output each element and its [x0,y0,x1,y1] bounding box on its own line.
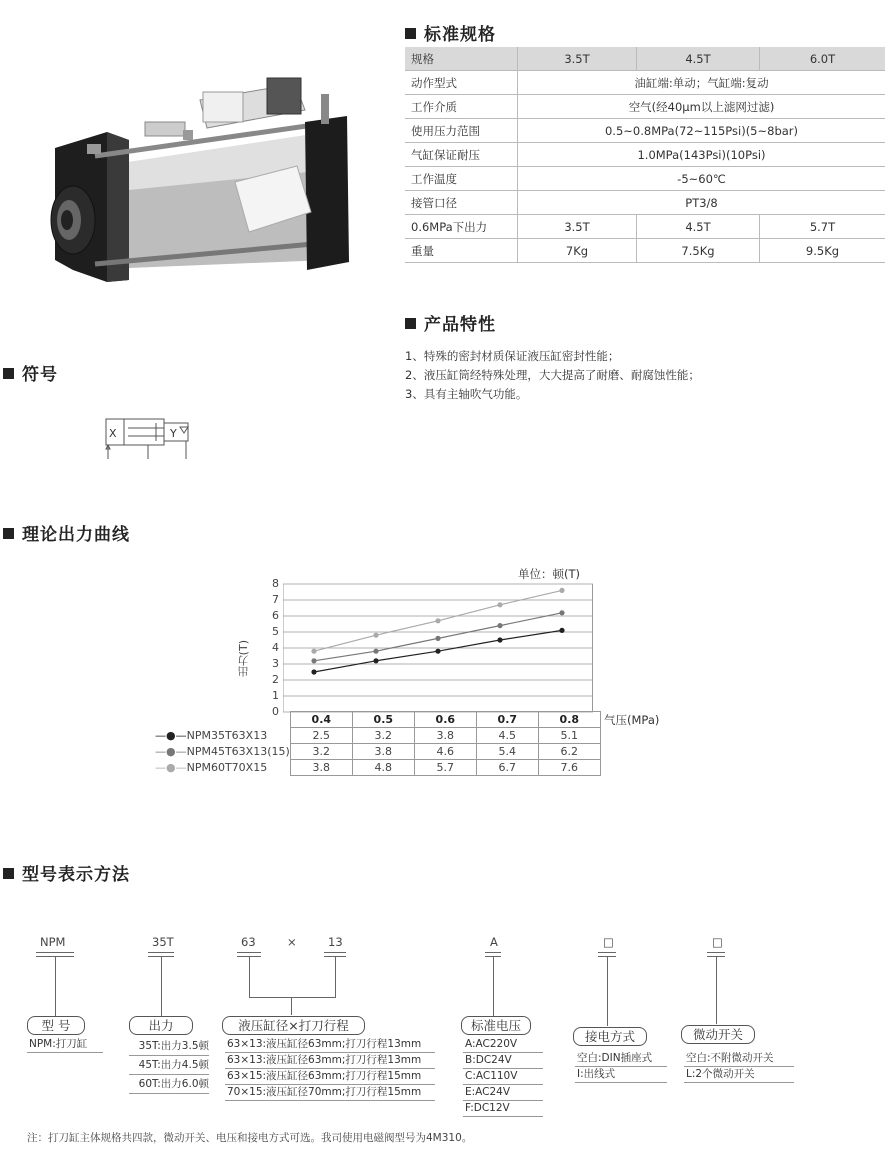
section-bullet-icon [3,868,14,879]
data-label: 2.5 [290,728,352,744]
data-label: 5.4 [476,744,538,760]
model-section-title: 型号表示方法 [3,860,130,885]
spec-cell: 7Kg [518,239,637,263]
connector [335,956,336,998]
data-point [311,649,316,654]
feature-item: 2、液压缸筒经特殊处理，大大提高了耐磨、耐腐蚀性能； [405,368,700,382]
code-box: □ [712,935,723,949]
spec-row-label: 使用压力范围 [405,119,518,143]
spec-header-45t: 4.5T [637,47,760,71]
spec-row-value: 油缸端:单动；气缸端:复动 [518,71,886,95]
spec-cell: 4.5T [637,215,760,239]
data-point [435,618,440,623]
group-box-type [27,1037,103,1053]
code-box: □ [603,935,614,949]
spec-row [405,119,885,143]
option-item: A:AC220V [463,1037,543,1053]
features-section-title: 产品特性 [405,310,496,335]
spec-row [405,71,885,95]
group-title-bore: 液压缸径×打刀行程 [222,1016,365,1035]
option-item: 60T:出力6.0顿 [129,1075,209,1094]
connector [493,956,494,1016]
y-tick-label: 4 [272,641,279,654]
chart-series-row [155,728,600,744]
chart-series-row [155,744,600,760]
data-point [497,637,502,642]
data-label: 3.2 [352,728,414,744]
feature-item: 1、特殊的密封材质保证液压缸密封性能； [405,349,620,363]
spec-header-35t: 3.5T [518,47,637,71]
data-point [435,636,440,641]
symbol-x-label: X [109,427,117,440]
spec-weight-row [405,239,885,263]
spec-row-label: 重量 [405,239,518,263]
option-item: NPM:打刀缸 [27,1037,103,1053]
code-63: 63 [241,935,256,949]
connector [161,956,162,1016]
data-label: 4.6 [414,744,476,760]
data-label: 3.8 [352,744,414,760]
chart-table-corner [155,712,290,728]
spec-cell: 7.5Kg [637,239,760,263]
spec-cell: 9.5Kg [760,239,886,263]
spec-row [405,95,885,119]
legend-label: NPM45T63X13(15) [186,745,290,758]
spec-row [405,167,885,191]
spec-row-value: 1.0MPa(143Psi)(10Psi) [518,143,886,167]
data-point [311,669,316,674]
option-item: B:DC24V [463,1053,543,1069]
section-bullet-icon [3,368,14,379]
spec-row [405,191,885,215]
curve-section-title: 理论出力曲线 [3,520,130,545]
data-point [373,658,378,663]
data-point [559,588,564,593]
chart-unit-label: 单位：顿(T) [518,567,580,581]
option-item: E:AC24V [463,1085,543,1101]
group-title-wiring: 接电方式 [573,1027,647,1046]
group-box-voltage [463,1037,543,1117]
section-bullet-icon [3,528,14,539]
data-point [373,649,378,654]
section-bullet-icon [405,318,416,329]
data-label: 3.8 [290,760,352,776]
option-item: 63×13:液压缸径63mm;打刀行程13mm [225,1037,435,1053]
chart-series-row [155,760,600,776]
symbol-y-label: Y [170,427,177,440]
data-label: 4.8 [352,760,414,776]
data-point [497,602,502,607]
data-label: 7.6 [538,760,600,776]
option-item: 空白:DIN插座式 [575,1051,667,1067]
data-label: 6.2 [538,744,600,760]
option-item: C:AC110V [463,1069,543,1085]
legend-label: NPM60T70X15 [186,761,268,774]
data-label: 6.7 [476,760,538,776]
spec-row-label: 工作温度 [405,167,518,191]
spec-row-value: 0.5~0.8MPa(72~115Psi)(5~8bar) [518,119,886,143]
group-box-wiring [575,1051,667,1083]
y-tick-label: 3 [272,657,279,670]
data-point [311,658,316,663]
y-tick-label: 1 [272,689,279,702]
spec-row-label: 0.6MPa下出力 [405,215,518,239]
chart-x-tick: 0.5 [352,712,414,728]
chart-x-tick: 0.4 [290,712,352,728]
legend-entry: —●—NPM45T63X13(15) [155,745,290,758]
y-tick-label: 7 [272,593,279,606]
option-item: 63×15:液压缸径63mm;打刀行程15mm [225,1069,435,1085]
y-tick-label: 5 [272,625,279,638]
spec-row-value: PT3/8 [518,191,886,215]
connector [291,997,292,1015]
data-point [497,623,502,628]
spec-row-label: 动作型式 [405,71,518,95]
option-item: I:出线式 [575,1067,667,1083]
y-tick-label: 8 [272,577,279,590]
chart-x-tick: 0.8 [538,712,600,728]
code-times: × [287,935,297,949]
spec-cell: 5.7T [760,215,886,239]
section-bullet-icon [405,28,416,39]
chart-ylabel: 出力(T) [237,640,250,678]
spec-header-60t: 6.0T [760,47,886,71]
chart-x-row [155,712,600,728]
connector [607,956,608,1026]
data-label: 4.5 [476,728,538,744]
spec-header-label: 规格 [405,47,518,71]
connector [249,997,336,998]
group-title-output: 出力 [129,1016,193,1035]
footnote: 注：打刀缸主体规格共四款，微动开关、电压和接电方式可选。我司使用电磁阀型号为4M310。 [27,1132,473,1144]
data-label: 3.8 [414,728,476,744]
data-point [373,633,378,638]
code-35t: 35T [152,935,174,949]
spec-cell: 3.5T [518,215,637,239]
chart-x-tick: 0.6 [414,712,476,728]
y-tick-label: 0 [272,705,279,718]
spec-table [405,47,885,263]
spec-row-label: 工作介质 [405,95,518,119]
option-item: F:DC12V [463,1101,543,1117]
feature-item: 3、具有主轴吹气功能。 [405,387,528,401]
curve-chart [283,583,593,713]
data-label: 5.7 [414,760,476,776]
chart-x-tick: 0.7 [476,712,538,728]
option-item: 45T:出力4.5顿 [129,1056,209,1075]
spec-row-label: 气缸保证耐压 [405,143,518,167]
symbol-section-title: 符号 [3,360,58,385]
chart-data-table [155,711,601,776]
spec-row-value: 空气(经40μm以上滤网过滤) [518,95,886,119]
spec-section-title: 标准规格 [405,20,496,45]
code-13: 13 [328,935,343,949]
option-item: 空白:不附微动开关 [684,1051,794,1067]
option-item: 35T:出力3.5顿 [129,1037,209,1056]
group-box-switch [684,1051,794,1083]
legend-entry: —●—NPM60T70X15 [155,760,290,776]
spec-row [405,143,885,167]
option-item: L:2个微动开关 [684,1067,794,1083]
group-box-bore [225,1037,435,1101]
spec-header-row [405,47,885,71]
group-box-output [129,1037,209,1094]
data-point [435,649,440,654]
legend-label: NPM35T63X13 [186,729,268,742]
data-point [559,628,564,633]
data-point [559,610,564,615]
cylinder-symbol-icon [100,415,200,465]
data-label: 3.2 [290,744,352,760]
connector [249,956,250,998]
group-title-voltage: 标准电压 [461,1016,531,1035]
spec-row-value: -5~60℃ [518,167,886,191]
spec-output-row [405,215,885,239]
spec-row-label: 接管口径 [405,191,518,215]
connector [55,956,56,1016]
code-npm: NPM [40,935,66,949]
legend-entry: —●—NPM35T63X13 [155,728,290,744]
y-tick-label: 2 [272,673,279,686]
chart-xlabel: 气压(MPa) [604,713,660,727]
option-item: 63×13:液压缸径63mm;打刀行程13mm [225,1053,435,1069]
code-a: A [490,935,498,949]
y-tick-label: 6 [272,609,279,622]
group-title-switch: 微动开关 [681,1025,755,1044]
product-image [35,70,365,290]
connector [716,956,717,1024]
option-item: 70×15:液压缸径70mm;打刀行程15mm [225,1085,435,1101]
data-label: 5.1 [538,728,600,744]
group-title-type: 型 号 [27,1016,85,1035]
